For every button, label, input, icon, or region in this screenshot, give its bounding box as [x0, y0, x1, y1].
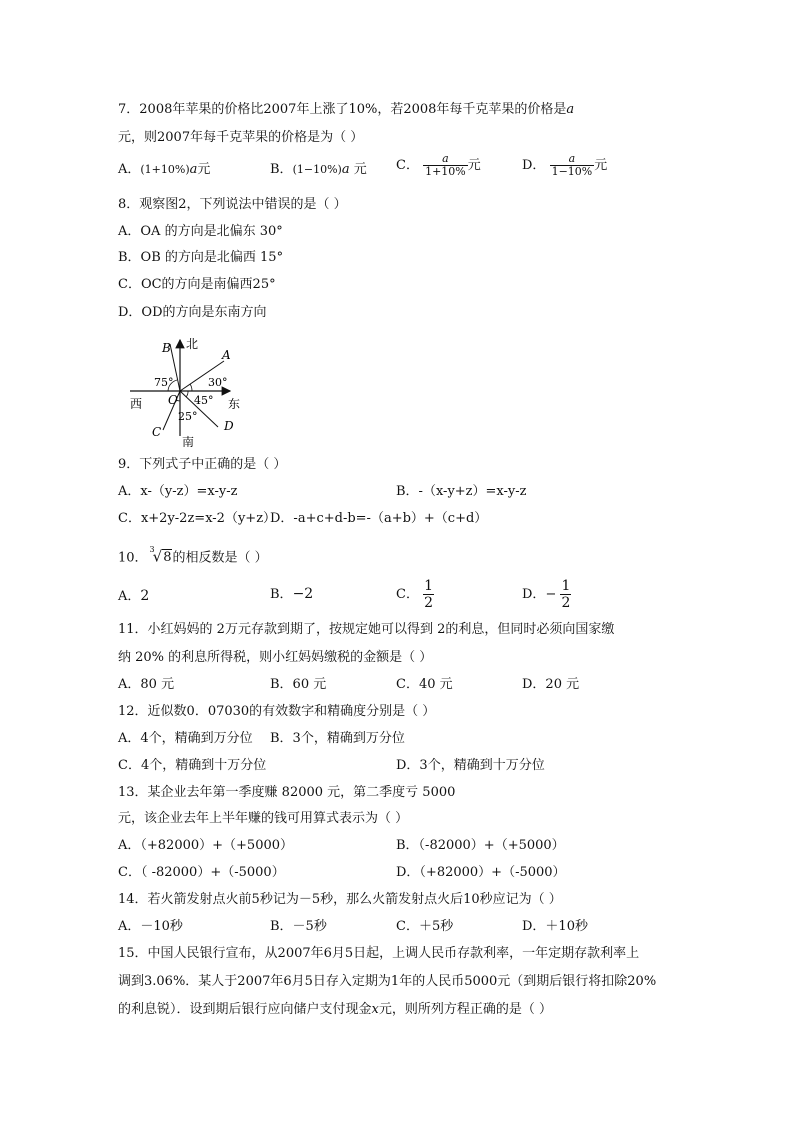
q12-option-a[interactable]: A．4个，精确到万分位	[118, 731, 253, 746]
compass-diagram	[120, 334, 250, 448]
q10-option-a[interactable]: A．2	[118, 588, 150, 604]
label-east: 东	[228, 397, 241, 411]
q8-option-d[interactable]: D．OD的方向是东南方向	[118, 305, 267, 320]
q13-option-a[interactable]: A．（+82000）+（+5000）	[118, 838, 294, 853]
q9-option-b[interactable]: B．-（x-y+z）=x-y-z	[396, 484, 527, 499]
label-d: D	[224, 419, 234, 433]
q7-option-c-fraction: $\frac{a}{1+10\%}$	[425, 152, 466, 178]
q11-option-d[interactable]: D．20 元	[522, 677, 580, 692]
label-angle-25: 25°	[178, 410, 198, 423]
q8-option-b[interactable]: B．OB 的方向是北偏西 15°	[118, 250, 284, 265]
q9-option-d[interactable]: D．-a+c+d-b=-（a+b）+（c+d）	[270, 511, 488, 526]
q7-var-a: a	[566, 102, 575, 117]
q11-option-a[interactable]: A．80 元	[118, 677, 175, 692]
label-a: A	[222, 348, 231, 362]
q12-stem: 12．近似数0．07030的有效数字和精确度分别是（ ）	[118, 704, 436, 719]
q8-option-a[interactable]: A．OA 的方向是北偏东 30°	[118, 224, 283, 239]
q8-stem: 8．观察图2，下列说法中错误的是（ ）	[118, 197, 347, 212]
q14-option-d[interactable]: D．＋10秒	[522, 919, 588, 934]
label-angle-45: 45°	[194, 394, 214, 407]
q10-option-c[interactable]: C． $\frac{1}{2}$	[396, 578, 434, 611]
q12-option-d[interactable]: D．3个，精确到十万分位	[396, 758, 545, 773]
q7-stem-text: 7．2008年苹果的价格比2007年上涨了10%，若2008年每千克苹果的价格是	[118, 102, 567, 117]
label-b: B	[162, 341, 171, 355]
q12-option-b[interactable]: B．3个，精确到万分位	[270, 731, 405, 746]
q9-option-c[interactable]: C．x+2y-2z=x-2（y+z）	[118, 511, 277, 526]
q7-option-a[interactable]: A．(1+10%)a元	[118, 162, 211, 177]
q13-stem-line2: 元，该企业去年上半年赚的钱可用算式表示为（ ）	[118, 811, 409, 826]
q7-option-b[interactable]: B．(1−10%)a 元	[270, 162, 367, 177]
q7-option-c[interactable]: C． $\frac{a}{1+10\%}$ 元	[396, 152, 481, 178]
q13-option-c[interactable]: C．（ -82000）+（-5000）	[118, 865, 285, 880]
q10-option-b[interactable]: B．−2	[270, 586, 314, 602]
label-south: 南	[182, 435, 195, 448]
q7-stem-line2: 元，则2007年每千克苹果的价格是为（ ）	[118, 130, 364, 145]
q11-stem-line1: 11．小红妈妈的 2万元存款到期了，按规定她可以得到 2的利息，但同时必须向国家缴	[118, 622, 615, 637]
q11-stem-line2: 纳 20% 的利息所得税，则小红妈妈缴税的金额是（ ）	[118, 650, 433, 665]
angle-arc-30	[190, 384, 192, 391]
q15-stem-line2: 调到3.06%．某人于2007年6月5日存入定期为1年的人民币5000元（到期后银行将扣除20%	[118, 974, 657, 989]
q11-option-c[interactable]: C．40 元	[396, 677, 453, 692]
q15-stem-line3: 的利息锐）．设到期后银行应向储户支付现金x元，则所列方程正确的是（ ）	[118, 1002, 552, 1017]
label-c: C	[152, 425, 162, 439]
q12-option-c[interactable]: C．4个，精确到十万分位	[118, 758, 267, 773]
q7-option-d-fraction: $\frac{a}{1-10\%}$	[551, 152, 593, 178]
label-north: 北	[186, 337, 199, 351]
q10-cube-root: $^3$√8	[149, 545, 172, 566]
q8-option-c[interactable]: C．OC的方向是南偏西25°	[118, 277, 276, 292]
q14-option-b[interactable]: B．－5秒	[270, 919, 327, 934]
q9-option-a[interactable]: A．x-（y-z）=x-y-z	[118, 484, 238, 499]
angle-arc-45	[186, 391, 188, 397]
q10-option-d[interactable]: D．− $\frac{1}{2}$	[522, 578, 571, 611]
q10-stem: 10．$^3$√8的相反数是（ ）	[118, 545, 268, 566]
label-angle-75: 75°	[154, 376, 174, 389]
q7-stem-line1	[118, 102, 574, 118]
q10-option-c-fraction: $\frac{1}{2}$	[424, 578, 434, 611]
q11-option-b[interactable]: B．60 元	[270, 677, 327, 692]
q14-stem: 14．若火箭发射点火前5秒记为－5秒，那么火箭发射点火后10秒应记为（ ）	[118, 892, 562, 907]
label-angle-30: 30°	[208, 376, 228, 389]
q15-var-x: x	[371, 1002, 379, 1017]
q14-option-a[interactable]: A．－10秒	[118, 919, 183, 934]
q10-option-d-fraction: $\frac{1}{2}$	[561, 578, 571, 611]
q7-option-d[interactable]: D． $\frac{a}{1-10\%}$ 元	[522, 152, 608, 178]
q9-stem: 9．下列式子中正确的是（ ）	[118, 457, 287, 472]
label-west: 西	[130, 397, 143, 411]
q13-stem-line1: 13．某企业去年第一季度赚 82000 元，第二季度亏 5000	[118, 785, 456, 800]
q14-option-c[interactable]: C．＋5秒	[396, 919, 454, 934]
q15-stem-line1: 15．中国人民银行宣布，从2007年6月5日起，上调人民币存款利率，一年定期存款利率上	[118, 946, 640, 961]
q13-option-d[interactable]: D．（+82000）+（-5000）	[396, 865, 566, 880]
q13-option-b[interactable]: B．（-82000）+（+5000）	[396, 838, 565, 853]
label-origin: O	[168, 393, 178, 407]
